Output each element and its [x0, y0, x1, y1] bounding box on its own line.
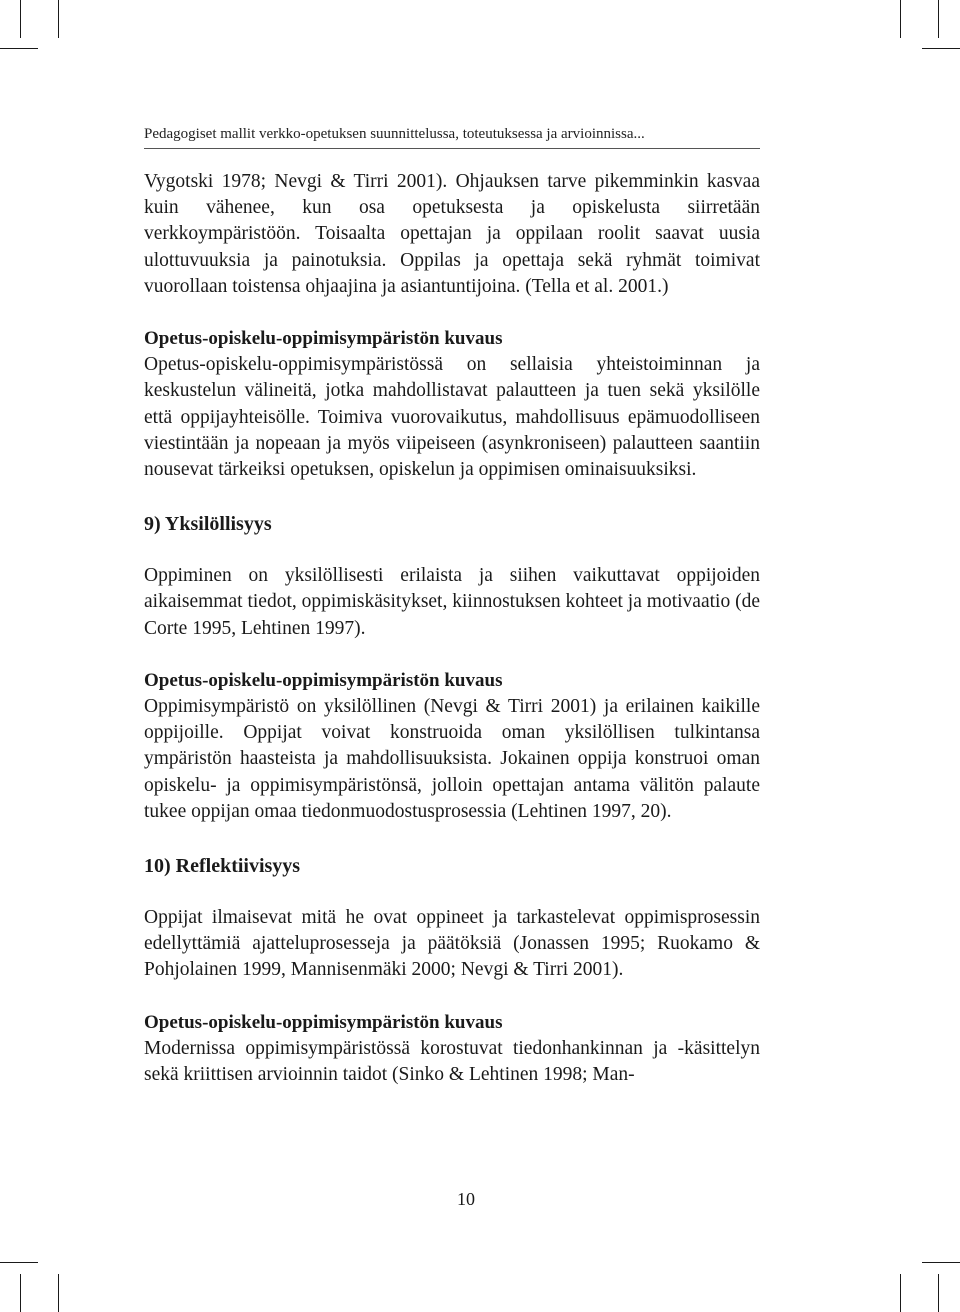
- page-content: [144, 124, 760, 1088]
- crop-mark-top-left-vertical-inner: [58, 0, 59, 38]
- page-number: 10: [457, 1189, 475, 1209]
- section9-subhead: Opetus-opiskelu-oppimisympäristön kuvaus: [144, 669, 503, 691]
- crop-mark-top-left-horizontal: [0, 48, 38, 49]
- section10-paragraph: Oppijat ilmaisevat mitä he ovat oppineet ja tarkastelevat oppimisprosessin edellyttämiä ajatteluprosesseja ja päätöksiä (Jonassen 1995; Ruokamo & Pohjolainen 1999, Mannisenmäki 2000; Nevgi & Tirri 2001).: [144, 907, 760, 981]
- section10-subhead: Opetus-opiskelu-oppimisympäristön kuvaus: [144, 1011, 503, 1033]
- crop-mark-bottom-left-horizontal: [0, 1262, 38, 1263]
- section9-title: 9) Yksilöllisyys: [144, 513, 272, 536]
- crop-mark-top-left-vertical: [20, 0, 21, 38]
- crop-mark-bottom-right-vertical-inner: [938, 1274, 939, 1312]
- section10-text: Modernissa oppimisympäristössä korostuvat tiedonhankinnan ja -käsittelyn sekä kriittisen arvioinnin taidot (Sinko & Lehtinen 1998; Man-: [144, 1037, 760, 1086]
- crop-mark-top-right-vertical: [900, 0, 901, 38]
- crop-mark-bottom-right-vertical: [900, 1274, 901, 1312]
- section9-paragraph: Oppiminen on yksilöllisesti erilaista ja siihen vaikuttavat oppijoiden aikaisemmat tiedot, oppimiskäsitykset, kiinnostuksen kohteet ja motivaatio (de Corte 1995, Lehtinen 1997).: [144, 565, 760, 639]
- section10-title: 10) Reflektiivisyys: [144, 855, 301, 878]
- body-text: [144, 169, 760, 1088]
- crop-mark-bottom-left-vertical: [20, 1274, 21, 1312]
- intro-paragraph: Vygotski 1978; Nevgi & Tirri 2001). Ohjauksen tarve pikemminkin kasvaa kuin vähenee, kun osa opetuksesta ja opiskelusta siirretään verkkoympäristöön. Toisaalta opettajan ja oppilaan roolit saavat uusia ulottuvuuksia ja painotuksia. Oppilas ja opettaja sekä ryhmät toimivat vuorollaan toistensa ohjaajina ja asiantuntijoina. (Tella et al. 2001.): [144, 171, 760, 297]
- block1-text: Opetus-opiskelu-oppimisympäristössä on sellaisia yhteistoiminnan ja keskustelun välineitä, jotka mahdollistavat palautteen ja tuen sekä yksilölle että oppijayhteisölle. Toimiva vuorovaikutus, mahdollisuus epämuodolliseen viestintään ja nopeaan ja myös viipeiseen (asynkroniseen) palautteen saantiin nousevat tärkeiksi opetuksen, opiskelun ja oppimisen ominaisuuksiksi.: [144, 354, 760, 481]
- crop-mark-bottom-left-vertical-inner: [58, 1274, 59, 1312]
- block1-subhead: Opetus-opiskelu-oppimisympäristön kuvaus: [144, 328, 503, 350]
- crop-mark-top-right-vertical-inner: [938, 0, 939, 38]
- running-head: Pedagogiset mallit verkko-opetuksen suunnittelussa, toteutuksessa ja arvioinnissa...: [144, 124, 760, 149]
- section9-text: Oppimisympäristö on yksilöllinen (Nevgi & Tirri 2001) ja erilainen kaikille oppijoille. Oppijat voivat konstruoida oman yksilöllisen tulkintansa ympäristön haasteista ja mahdollisuuksista. Jokainen oppija konstruoi oman opiskelu- ja oppimisympäristönsä, jolloin opettajan antama välitön palaute tukee oppijan omaa tiedonmuodostusprosessia (Lehtinen 1997, 20).: [144, 696, 760, 822]
- crop-mark-top-right-horizontal: [922, 48, 960, 49]
- crop-mark-bottom-right-horizontal: [922, 1262, 960, 1263]
